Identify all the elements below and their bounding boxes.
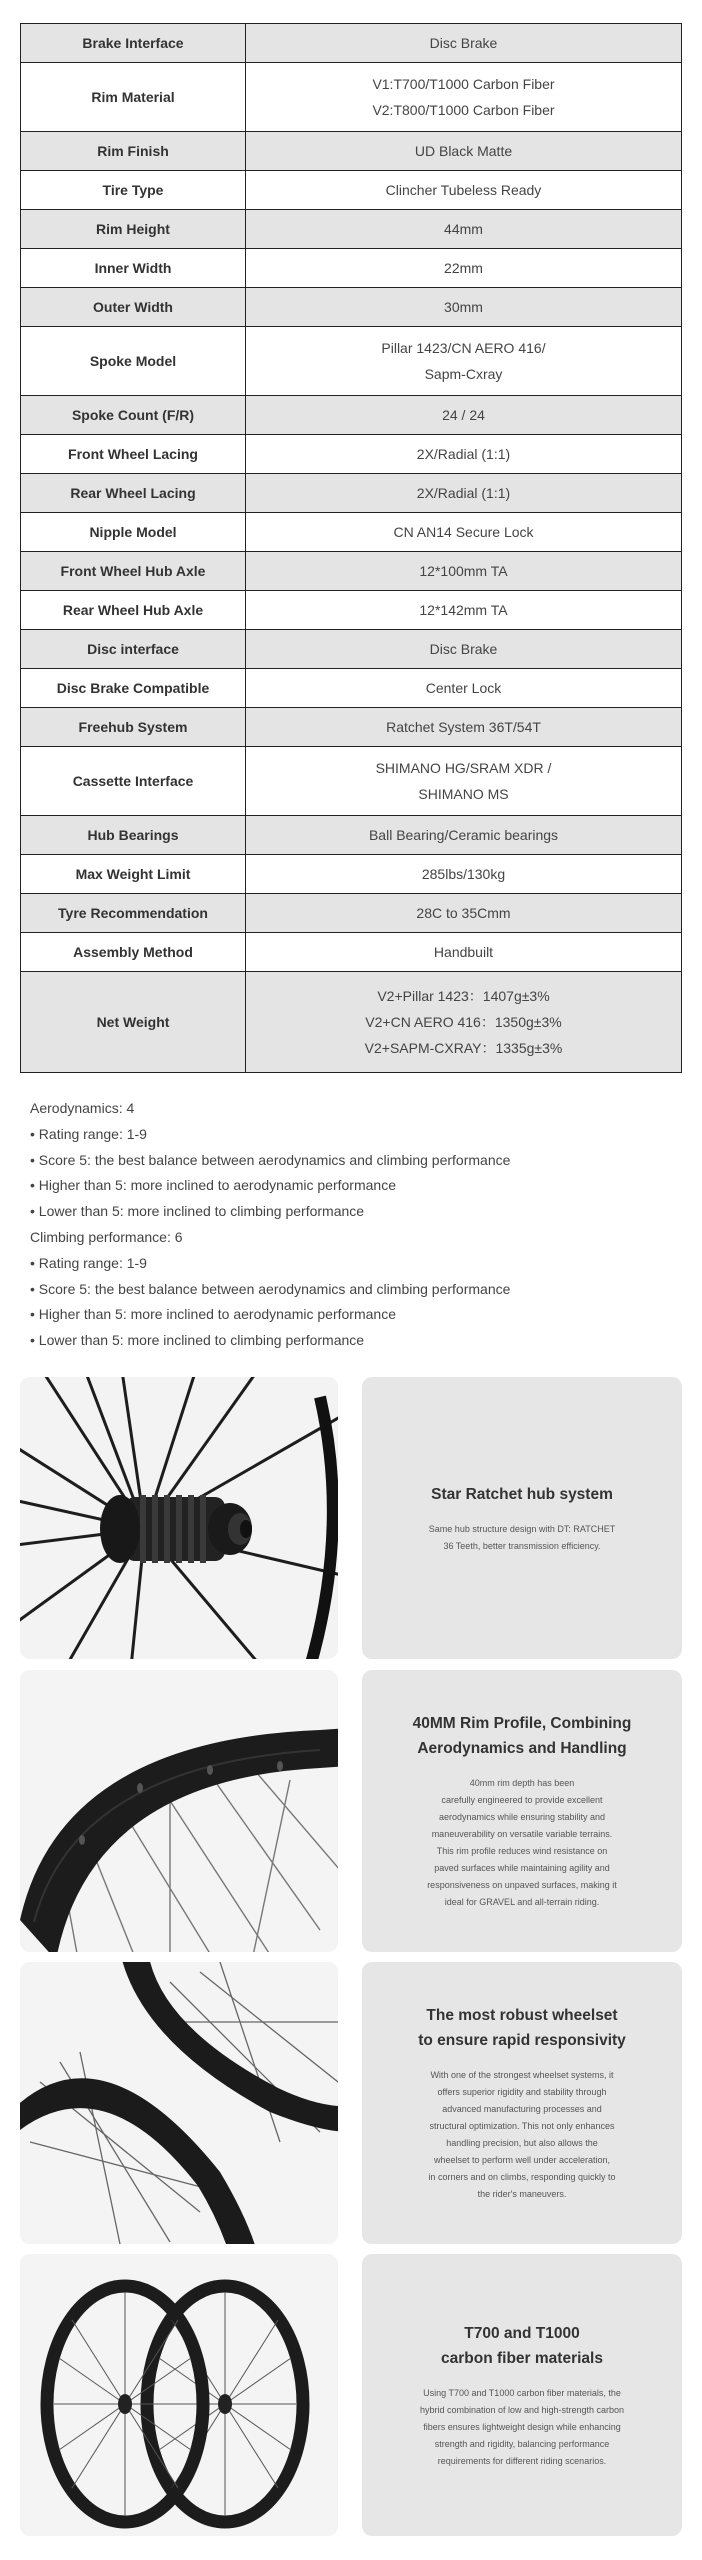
spec-value: 2X/Radial (1:1) (246, 435, 682, 474)
spec-value: 12*100mm TA (246, 552, 682, 591)
spec-row-cassette-interface (21, 747, 682, 816)
spec-label: Rim Height (21, 210, 246, 249)
feature-body-line: maneuverability on versatile variable terrains. (431, 1829, 613, 1839)
spec-row-front-wheel-lacing (21, 435, 682, 474)
spec-row-max-weight (21, 855, 682, 894)
spec-label: Front Wheel Lacing (21, 435, 246, 474)
rating-note: • Higher than 5: more inclined to aerodynamic performance (30, 1306, 396, 1323)
feature-rim-profile (20, 1670, 682, 1952)
spec-value-line: V1:T700/T1000 Carbon Fiber (372, 76, 555, 92)
feature-title-line: The most robust wheelset (426, 2007, 618, 2024)
spec-row-inner-width (21, 249, 682, 288)
feature-body-line: fibers ensures lightweight design while enhancing (423, 2421, 621, 2432)
rating-notes (30, 1096, 670, 1354)
spec-label: Rim Material (21, 63, 246, 132)
spec-label: Brake Interface (21, 24, 246, 63)
spec-label: Tire Type (21, 171, 246, 210)
spec-value-line: Pillar 1423/CN AERO 416/ (381, 340, 546, 356)
spec-value-line: V2+Pillar 1423：1407g±3% (377, 988, 550, 1004)
spec-label: Rear Wheel Lacing (21, 474, 246, 513)
spec-value: Center Lock (246, 669, 682, 708)
spec-row-rear-hub-axle (21, 591, 682, 630)
spec-value: Clincher Tubeless Ready (246, 171, 682, 210)
spec-label: Assembly Method (21, 933, 246, 972)
rating-note: • Lower than 5: more inclined to climbing performance (30, 1203, 365, 1220)
spec-label: Max Weight Limit (21, 855, 246, 894)
spec-value: 28C to 35Cmm (246, 894, 682, 933)
spec-value: 285lbs/130kg (246, 855, 682, 894)
spec-value: 24 / 24 (246, 396, 682, 435)
feature-body-line: responsiveness on unpaved surfaces, making it (427, 1880, 617, 1890)
feature-body-line: paved surfaces while maintaining agility and (434, 1863, 610, 1873)
feature-carbon-materials (20, 2254, 682, 2536)
spec-label: Cassette Interface (21, 747, 246, 816)
feature-body (427, 1775, 617, 1911)
spec-label: Inner Width (21, 249, 246, 288)
spec-value: UD Black Matte (246, 132, 682, 171)
spec-value: 22mm (246, 249, 682, 288)
spec-value: Ratchet System 36T/54T (246, 708, 682, 747)
spec-value (246, 747, 682, 816)
spec-label: Net Weight (21, 972, 246, 1073)
feature-body-line: structural optimization. This not only enhances (429, 2121, 615, 2131)
spec-label: Disc interface (21, 630, 246, 669)
spec-label: Outer Width (21, 288, 246, 327)
spec-label: Tyre Recommendation (21, 894, 246, 933)
spec-value: 12*142mm TA (246, 591, 682, 630)
feature-title-line: to ensure rapid responsivity (418, 2032, 626, 2049)
spec-value: Disc Brake (246, 24, 682, 63)
hub-photo (20, 1377, 338, 1659)
rating-note: • Rating range: 1-9 (30, 1125, 147, 1142)
spec-value: Handbuilt (246, 933, 682, 972)
rim-photo (20, 1670, 338, 1952)
spec-label: Hub Bearings (21, 816, 246, 855)
spec-value-line: V2+CN AERO 416：1350g±3% (365, 1014, 562, 1030)
feature-title-line: Aerodynamics and Handling (417, 1740, 627, 1757)
rating-note: • Higher than 5: more inclined to aerodynamic performance (30, 1177, 396, 1194)
feature-text-card (362, 2254, 682, 2536)
feature-body-line: 40mm rim depth has been (469, 1778, 575, 1788)
feature-body-line: offers superior rigidity and stability through (437, 2087, 607, 2097)
spec-value-line: SHIMANO MS (418, 786, 509, 802)
spec-row-brake-interface (21, 24, 682, 63)
feature-title-line: carbon fiber materials (441, 2349, 603, 2367)
spec-row-freehub-system (21, 708, 682, 747)
spec-value: CN AN14 Secure Lock (246, 513, 682, 552)
feature-text-card (362, 1670, 682, 1952)
feature-body-line: wheelset to perform well under acceleration, (433, 2155, 611, 2165)
spec-row-nipple-model (21, 513, 682, 552)
feature-body-line: handling precision, but also allows the (446, 2138, 598, 2148)
spec-value: Disc Brake (246, 630, 682, 669)
feature-body (420, 2385, 624, 2470)
spec-row-rear-wheel-lacing (21, 474, 682, 513)
feature-body-line: the rider's maneuvers. (477, 2189, 567, 2199)
feature-body-line: advanced manufacturing processes and (442, 2104, 602, 2114)
spec-label: Rim Finish (21, 132, 246, 171)
spec-row-disc-interface (21, 630, 682, 669)
feature-title-line: T700 and T1000 (464, 2324, 580, 2342)
spec-value-line: V2+SAPM-CXRAY：1335g±3% (364, 1040, 563, 1056)
spec-label: Nipple Model (21, 513, 246, 552)
feature-body (429, 1521, 615, 1555)
feature-body-line: requirements for different riding scenarios. (437, 2455, 607, 2466)
rating-heading-aerodynamics: Aerodynamics: 4 (30, 1100, 135, 1116)
spec-row-net-weight (21, 972, 682, 1073)
spec-label: Spoke Count (F/R) (21, 396, 246, 435)
spec-value (246, 972, 682, 1073)
spec-value-line: V2:T800/T1000 Carbon Fiber (372, 102, 555, 118)
spec-row-hub-bearings (21, 816, 682, 855)
feature-title (441, 2321, 603, 2371)
feature-body-line: With one of the strongest wheelset systems, it (430, 2070, 614, 2080)
rating-note: • Lower than 5: more inclined to climbing performance (30, 1332, 365, 1349)
spec-row-rim-finish (21, 132, 682, 171)
feature-body-line: aerodynamics while ensuring stability and (438, 1812, 606, 1822)
spec-label: Disc Brake Compatible (21, 669, 246, 708)
rating-note: • Score 5: the best balance between aerodynamics and climbing performance (30, 1280, 511, 1297)
feature-body-line: This rim profile reduces wind resistance on (436, 1846, 608, 1856)
feature-title (413, 1711, 632, 1761)
feature-robust-wheelset (20, 1962, 682, 2244)
spec-row-tire-type (21, 171, 682, 210)
feature-body-line: hybrid combination of low and high-strength carbon (419, 2404, 625, 2415)
spec-value: Ball Bearing/Ceramic bearings (246, 816, 682, 855)
feature-text-card (362, 1377, 682, 1659)
spec-row-front-hub-axle (21, 552, 682, 591)
spec-row-rim-height (21, 210, 682, 249)
feature-title-line: 40MM Rim Profile, Combining (412, 1715, 632, 1732)
spec-row-assembly-method (21, 933, 682, 972)
wheelset-photo (20, 1962, 338, 2244)
spec-label: Freehub System (21, 708, 246, 747)
spec-value (246, 327, 682, 396)
feature-text-card (362, 1962, 682, 2244)
feature-title-line: Star Ratchet hub system (431, 1485, 613, 1503)
spec-value: 30mm (246, 288, 682, 327)
rating-note: • Rating range: 1-9 (30, 1254, 147, 1271)
feature-body-line: carefully engineered to provide excellent (441, 1795, 603, 1805)
feature-body-line: in corners and on climbs, responding quickly to (428, 2172, 616, 2182)
spec-label: Rear Wheel Hub Axle (21, 591, 246, 630)
spec-row-spoke-model (21, 327, 682, 396)
spec-row-tyre-recommendation (21, 894, 682, 933)
spec-table (20, 23, 682, 1073)
feature-body-line: Same hub structure design with DT: RATCHET (428, 1523, 616, 1534)
rating-note: • Score 5: the best balance between aerodynamics and climbing performance (30, 1151, 511, 1168)
spec-row-outer-width (21, 288, 682, 327)
spec-label: Spoke Model (21, 327, 246, 396)
wheel-pair-photo (20, 2254, 338, 2536)
feature-body-line: Using T700 and T1000 carbon fiber materials, the (423, 2387, 621, 2398)
spec-value: 44mm (246, 210, 682, 249)
rating-heading-climbing: Climbing performance: 6 (30, 1228, 183, 1245)
spec-row-spoke-count (21, 396, 682, 435)
feature-title (431, 1482, 613, 1507)
spec-value (246, 63, 682, 132)
spec-row-disc-brake-compatible (21, 669, 682, 708)
feature-body-line: strength and rigidity, balancing performance (434, 2438, 610, 2449)
spec-value-line: Sapm-Cxray (424, 366, 503, 382)
feature-body (428, 2067, 615, 2203)
spec-label: Front Wheel Hub Axle (21, 552, 246, 591)
feature-title (418, 2003, 626, 2053)
feature-hub (20, 1377, 682, 1659)
spec-row-rim-material (21, 63, 682, 132)
spec-value: 2X/Radial (1:1) (246, 474, 682, 513)
spec-value-line: SHIMANO HG/SRAM XDR / (375, 760, 552, 776)
feature-body-line: ideal for GRAVEL and all-terrain riding. (444, 1897, 600, 1907)
feature-body-line: 36 Teeth, better transmission efficiency. (443, 1540, 601, 1551)
